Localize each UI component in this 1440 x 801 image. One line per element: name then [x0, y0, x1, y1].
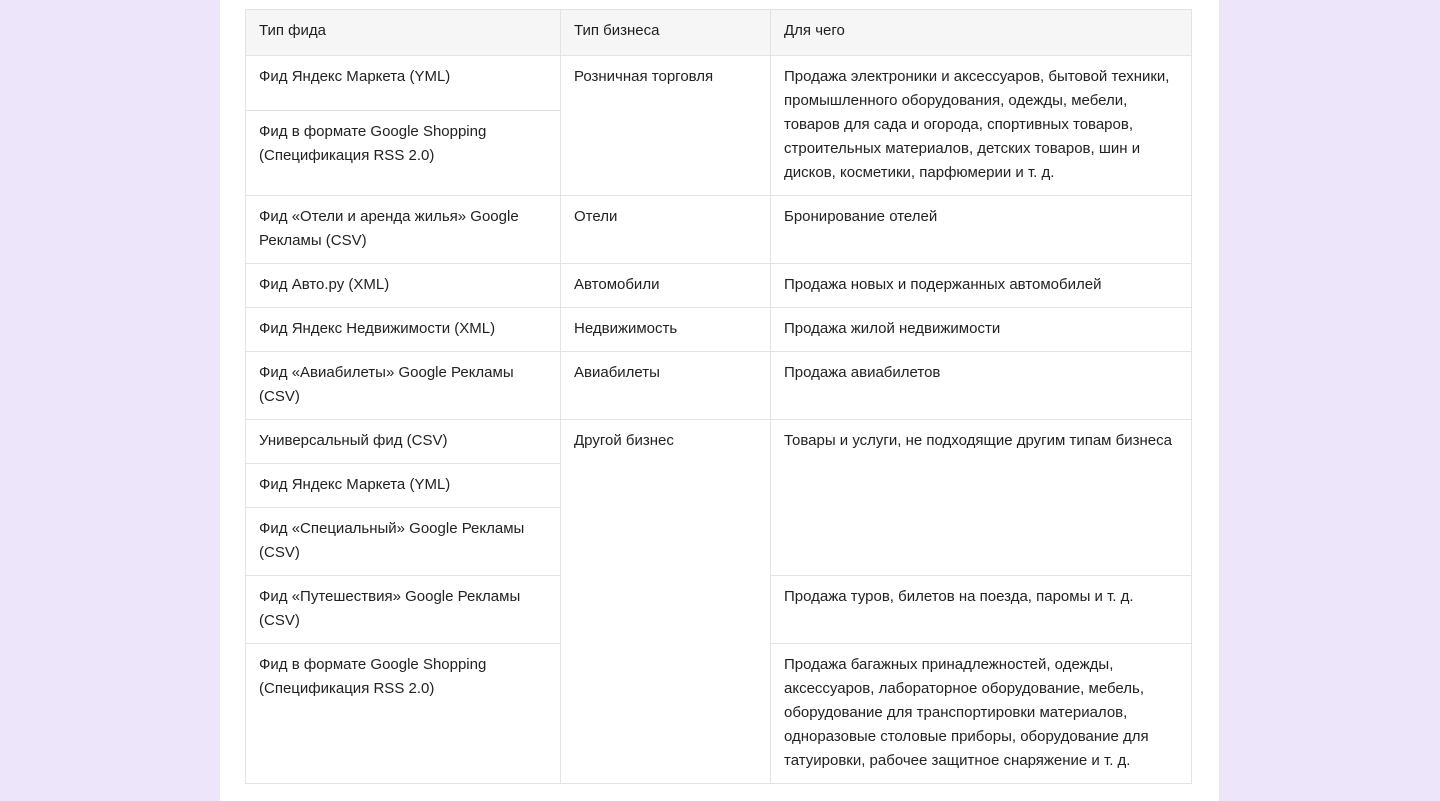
content-card	[220, 0, 1219, 801]
table-row	[246, 196, 1192, 264]
header-business-type: Тип бизнеса	[561, 10, 771, 56]
purpose-cell: Продажа туров, билетов на поезда, паромы и т. д.	[771, 576, 1192, 644]
feed-cell: Фид Яндекс Недвижимости (XML)	[246, 308, 561, 352]
feed-cell: Фид «Специальный» Google Рекламы (CSV)	[246, 508, 561, 576]
feed-cell: Фид «Путешествия» Google Рекламы (CSV)	[246, 576, 561, 644]
feed-cell: Фид Яндекс Маркета (YML)	[246, 464, 561, 508]
feed-cell: Фид «Авиабилеты» Google Рекламы (CSV)	[246, 352, 561, 420]
feed-cell: Универсальный фид (CSV)	[246, 420, 561, 464]
header-feed-type: Тип фида	[246, 10, 561, 56]
feed-cell: Фид Яндекс Маркета (YML)	[246, 56, 561, 111]
purpose-cell: Продажа жилой недвижимости	[771, 308, 1192, 352]
business-cell: Автомобили	[561, 264, 771, 308]
feed-cell: Фид в формате Google Shopping (Спецификация RSS 2.0)	[246, 111, 561, 196]
feed-cell: Фид «Отели и аренда жилья» Google Рекламы (CSV)	[246, 196, 561, 264]
business-cell: Недвижимость	[561, 308, 771, 352]
header-purpose: Для чего	[771, 10, 1192, 56]
table-row	[246, 56, 1192, 111]
table-row	[246, 308, 1192, 352]
feed-cell: Фид в формате Google Shopping (Спецификация RSS 2.0)	[246, 644, 561, 784]
business-cell: Другой бизнес	[561, 420, 771, 784]
purpose-cell: Товары и услуги, не подходящие другим типам бизнеса	[771, 420, 1192, 576]
purpose-cell: Продажа багажных принадлежностей, одежды, аксессуаров, лабораторное оборудование, мебель, оборудование для транспортировки материалов, одноразовые столовые приборы, оборудование для татуировки, рабочее защитное снаряжение и т. д.	[771, 644, 1192, 784]
table-row	[246, 352, 1192, 420]
purpose-cell: Бронирование отелей	[771, 196, 1192, 264]
table-row	[246, 420, 1192, 464]
feed-types-table	[245, 9, 1192, 784]
purpose-cell: Продажа новых и подержанных автомобилей	[771, 264, 1192, 308]
business-cell: Авиабилеты	[561, 352, 771, 420]
business-cell: Отели	[561, 196, 771, 264]
business-cell: Розничная торговля	[561, 56, 771, 196]
table-row	[246, 264, 1192, 308]
table-header-row	[246, 10, 1192, 56]
purpose-cell: Продажа авиабилетов	[771, 352, 1192, 420]
purpose-cell: Продажа электроники и аксессуаров, бытовой техники, промышленного оборудования, одежды, мебели, товаров для сада и огорода, спортивных товаров, строительных материалов, детских товаров, шин и дисков, косметики, парфюмерии и т. д.	[771, 56, 1192, 196]
feed-cell: Фид Авто.ру (XML)	[246, 264, 561, 308]
